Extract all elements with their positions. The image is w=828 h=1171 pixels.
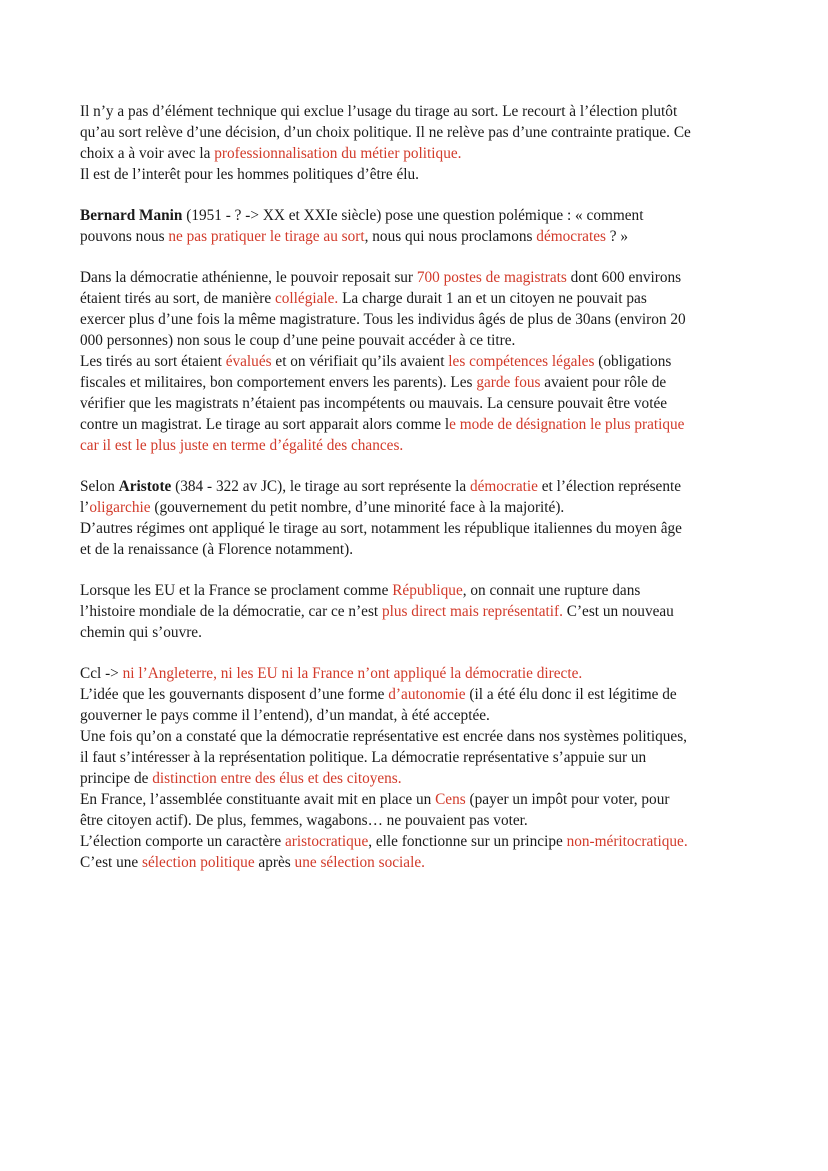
text-line: étaient tirés au sort, de manière collégiale. La charge durait 1 an et un citoyen ne pouvait pas — [80, 290, 647, 307]
text-line: l’oligarchie (gouvernement du petit nombre, d’une minorité face à la majorité). — [80, 499, 565, 516]
text-line: il faut s’intéresser à la représentation politique. La démocratie représentative s’appuie sur un — [80, 749, 647, 766]
highlight-text: une sélection sociale. — [294, 854, 425, 871]
paragraph-tirage-au-sort — [80, 101, 752, 185]
highlight-text: évalués — [225, 353, 272, 370]
paragraph-democratie-athenienne — [80, 267, 752, 456]
highlight-text: distinction entre des élus et des citoyens. — [152, 770, 402, 787]
text-line: 000 personnes) non sous le coup d’une peine pouvait accéder à ce titre. — [80, 332, 516, 349]
highlight-text: e mode de désignation le plus pratique — [449, 416, 685, 433]
highlight-text: ni l’Angleterre, ni les EU ni la France n’ont appliqué la démocratie directe. — [122, 665, 583, 682]
text-line: chemin qui s’ouvre. — [80, 624, 202, 641]
text-line: L’élection comporte un caractère aristocratique, elle fonctionne sur un principe non-méritocratique. — [80, 833, 688, 850]
text-line: être citoyen actif). De plus, femmes, wagabons… ne pouvaient pas voter. — [80, 812, 528, 829]
text-line: Il est de l’interêt pour les hommes politiques d’être élu. — [80, 166, 419, 183]
highlight-text: République — [392, 582, 463, 599]
text-line: Dans la démocratie athénienne, le pouvoir reposait sur 700 postes de magistrats dont 600 environs — [80, 269, 682, 286]
text-line: Les tirés au sort étaient évalués et on vérifiait qu’ils avaient les compétences légales (obligations — [80, 353, 672, 370]
text-line: contre un magistrat. Le tirage au sort apparait alors comme le mode de désignation le plus pratique — [80, 416, 685, 433]
author-name: Bernard Manin — [80, 207, 183, 224]
text-line: Une fois qu’on a constaté que la démocratie représentative est encrée dans nos systèmes politiques, — [80, 728, 687, 745]
text-line: l’histoire mondiale de la démocratie, car ce n’est plus direct mais représentatif. C’est un nouveau — [80, 603, 674, 620]
highlight-text: garde fous — [476, 374, 541, 391]
highlight-text: aristocratique — [284, 833, 369, 850]
text-line: Selon Aristote (384 - 322 av JC), le tirage au sort représente la démocratie et l’élection représente — [80, 478, 682, 495]
text-line: fiscales et militaires, bon comportement envers les parents). Les garde fous avaient pour rôle de — [80, 374, 667, 391]
highlight-text: Cens — [435, 791, 466, 808]
text-line: choix a à voir avec la professionnalisation du métier politique. — [80, 145, 462, 162]
text-line: exercer plus d’une fois la même magistrature. Tous les individus âgés de plus de 30ans (environ 20 — [80, 311, 686, 328]
text-line: principe de distinction entre des élus et des citoyens. — [80, 770, 402, 787]
paragraph-aristote — [80, 476, 752, 560]
highlight-text: car il est le plus juste en terme d’égalité des chances. — [80, 437, 404, 454]
highlight-text: 700 postes de magistrats — [416, 269, 567, 286]
highlight-text: d’autonomie — [388, 686, 466, 703]
text-line: Bernard Manin (1951 - ? -> XX et XXIe siècle) pose une question polémique : « comment — [80, 207, 644, 224]
text-line: C’est une sélection politique après une sélection sociale. — [80, 854, 425, 871]
author-name: Aristote — [118, 478, 172, 495]
highlight-text: collégiale. — [274, 290, 339, 307]
highlight-text: plus direct mais représentatif. — [381, 603, 563, 620]
highlight-text: oligarchie — [89, 499, 151, 516]
text-line: et de la renaissance (à Florence notamment). — [80, 541, 354, 558]
highlight-text: professionnalisation du métier politique. — [214, 145, 462, 162]
document-page — [80, 101, 752, 893]
text-line: L’idée que les gouvernants disposent d’une forme d’autonomie (il a été élu donc il est légitime de — [80, 686, 677, 703]
text-line: qu’au sort relève d’une décision, d’un choix politique. Il ne relève pas d’une contrainte pratique. Ce — [80, 124, 691, 141]
text-line — [80, 435, 752, 456]
paragraph-republique — [80, 580, 752, 643]
text-line: pouvons nous ne pas pratiquer le tirage au sort, nous qui nous proclamons démocrates ? » — [80, 228, 629, 245]
paragraph-bernard-manin — [80, 205, 752, 247]
text-line: D’autres régimes ont appliqué le tirage au sort, notamment les république italiennes du moyen âge — [80, 520, 682, 537]
highlight-text: sélection politique — [142, 854, 255, 871]
text-line: gouverner le pays comme il l’entend), d’un mandat, à été acceptée. — [80, 707, 490, 724]
text-line: Lorsque les EU et la France se proclament comme République, on connait une rupture dans — [80, 582, 641, 599]
text-line: vérifier que les magistrats n’étaient pas incompétents ou mauvais. La censure pouvait être votée — [80, 395, 668, 412]
text-line: Ccl -> ni l’Angleterre, ni les EU ni la France n’ont appliqué la démocratie directe. — [80, 665, 583, 682]
paragraph-conclusion — [80, 663, 752, 873]
text-line: En France, l’assemblée constituante avait mit en place un Cens (payer un impôt pour voter, pour — [80, 791, 670, 808]
highlight-text: démocrates — [536, 228, 606, 245]
highlight-text: non-méritocratique. — [566, 833, 688, 850]
highlight-text: les compétences légales — [448, 353, 595, 370]
highlight-text: démocratie — [469, 478, 538, 495]
text-line: Il n’y a pas d’élément technique qui exclue l’usage du tirage au sort. Le recourt à l’élection plutôt — [80, 103, 678, 120]
highlight-text: ne pas pratiquer le tirage au sort — [168, 228, 365, 245]
